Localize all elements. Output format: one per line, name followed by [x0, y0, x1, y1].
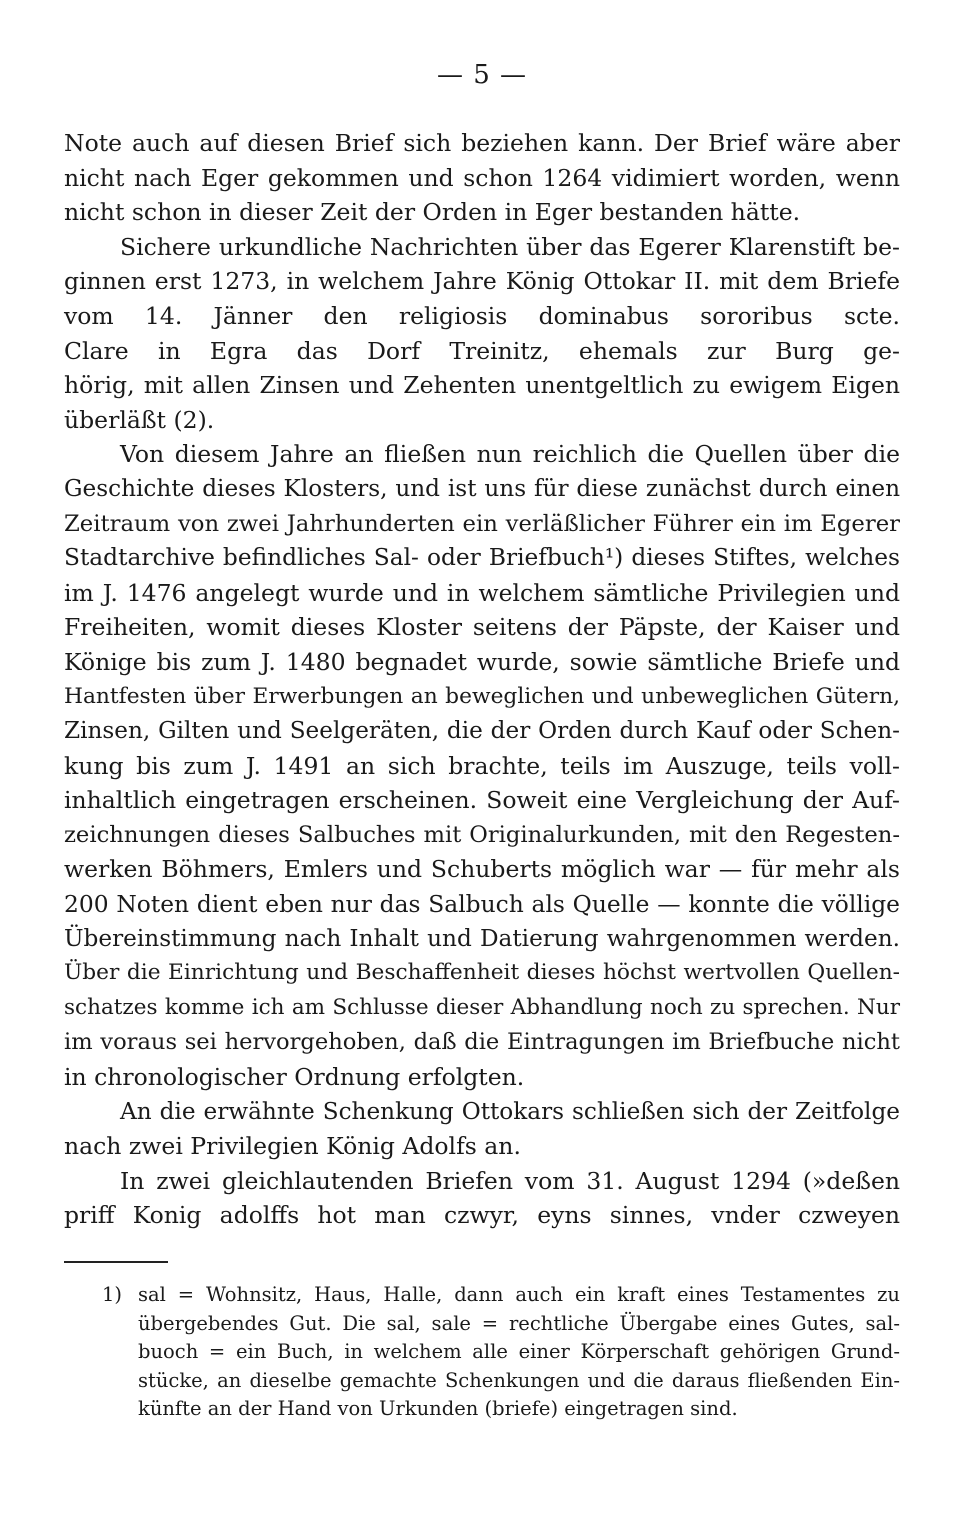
- body-text: [64, 126, 900, 1233]
- text-line: im voraus sei hervorgehoben, daß die Eintragungen im Briefbuche nicht: [64, 1029, 900, 1056]
- text-line: nicht schon in dieser Zeit der Orden in Eger bestanden hätte.: [64, 198, 801, 227]
- text-line: Sichere urkundliche Nachrichten über das Egerer Klarenstift be-: [120, 232, 900, 261]
- paragraph-2: [64, 230, 900, 438]
- text-line: Zinsen, Gilten und Seelgeräten, die der Orden durch Kauf oder Schen-: [64, 718, 900, 745]
- paragraph-5: [64, 1164, 900, 1233]
- text-line: hörig, mit allen Zinsen und Zehenten unentgeltlich zu ewigem Eigen: [64, 371, 900, 400]
- text-line: vom 14. Jänner den religiosis dominabus sororibus scte.: [64, 301, 900, 330]
- text-line: Freiheiten, womit dieses Kloster seitens der Päpste, der Kaiser und: [64, 613, 900, 642]
- footnote-line: buoch = ein Buch, in welchem alle einer Körperschaft gehörigen Grund-: [138, 1340, 900, 1364]
- text-line: Stadtarchive befindliches Sal- oder Briefbuch¹) dieses Stiftes, welches: [64, 544, 900, 572]
- text-line: kung bis zum J. 1491 an sich brachte, teils im Auszuge, teils voll-: [64, 751, 900, 780]
- text-line: zeichnungen dieses Salbuches mit Originalurkunden, mit den Regesten-: [64, 821, 900, 848]
- text-line: in chronologischer Ordnung erfolgten.: [64, 1063, 525, 1092]
- text-line: Zeitraum von zwei Jahrhunderten ein verläßlicher Führer ein im Egerer: [64, 510, 900, 537]
- paragraph-3: [64, 437, 900, 1094]
- text-line: Über die Einrichtung und Beschaffenheit dieses höchst wertvollen Quellen-: [64, 960, 900, 986]
- text-line: 200 Noten dient eben nur das Salbuch als Quelle — konnte die völlige: [64, 890, 900, 919]
- text-line: Note auch auf diesen Brief sich beziehen kann. Der Brief wäre aber: [64, 129, 900, 157]
- text-line: Von diesem Jahre an fließen nun reichlich die Quellen über die: [120, 440, 900, 469]
- text-line: Hantfesten über Erwerbungen an beweglichen und unbeweglichen Gütern,: [64, 683, 900, 709]
- text-line: In zwei gleichlautenden Briefen vom 31. August 1294 (»deßen: [120, 1166, 900, 1195]
- footnote-line: übergebendes Gut. Die sal, sale = rechtliche Übergabe eines Gutes, sal-: [138, 1311, 900, 1335]
- footnote-line: stücke, an dieselbe gemachte Schenkungen und die daraus fließenden Ein-: [138, 1368, 900, 1392]
- text-line: Übereinstimmung nach Inhalt und Datierung wahrgenommen werden.: [64, 924, 900, 952]
- text-line: Clare in Egra das Dorf Treinitz, ehemals zur Burg ge-: [64, 336, 900, 365]
- text-line: überläßt (2).: [64, 405, 215, 434]
- text-line: nach zwei Privilegien König Adolfs an.: [64, 1132, 521, 1161]
- text-line: inhaltlich eingetragen erscheinen. Soweit eine Vergleichung der Auf-: [64, 786, 900, 815]
- document-page: [64, 60, 900, 1424]
- footnote-line: künfte an der Hand von Urkunden (briefe) eingetragen sind.: [138, 1397, 738, 1421]
- text-line: Könige bis zum J. 1480 begnadet wurde, sowie sämtliche Briefe und: [64, 647, 900, 676]
- paragraph-4: [64, 1095, 900, 1164]
- text-line: schatzes komme ich am Schlusse dieser Abhandlung noch zu sprechen. Nur: [64, 994, 900, 1020]
- text-line: nicht nach Eger gekommen und schon 1264 vidimiert worden, wenn: [64, 163, 900, 192]
- footnote: [64, 1281, 900, 1424]
- text-line: im J. 1476 angelegt wurde und in welchem sämtliche Privilegien und: [64, 578, 900, 607]
- text-line: priff Konig adolffs hot man czwyr, eyns sinnes, vnder czweyen: [64, 1201, 900, 1230]
- text-line: An die erwähnte Schenkung Ottokars schließen sich der Zeitfolge: [120, 1097, 900, 1125]
- text-line: Geschichte dieses Klosters, und ist uns für diese zunächst durch einen: [64, 474, 900, 502]
- text-line: werken Böhmers, Emlers und Schuberts möglich war — für mehr als: [64, 855, 900, 884]
- footnote-line: sal = Wohnsitz, Haus, Halle, dann auch ein kraft eines Testamentes zu: [138, 1283, 900, 1306]
- paragraph-1: [64, 126, 900, 230]
- footnote-marker: 1): [102, 1283, 123, 1306]
- footnotes: [64, 1281, 900, 1424]
- footnote-divider: [64, 1261, 168, 1263]
- page-number: — 5 —: [436, 60, 528, 90]
- text-line: ginnen erst 1273, in welchem Jahre König Ottokar II. mit dem Briefe: [64, 267, 900, 296]
